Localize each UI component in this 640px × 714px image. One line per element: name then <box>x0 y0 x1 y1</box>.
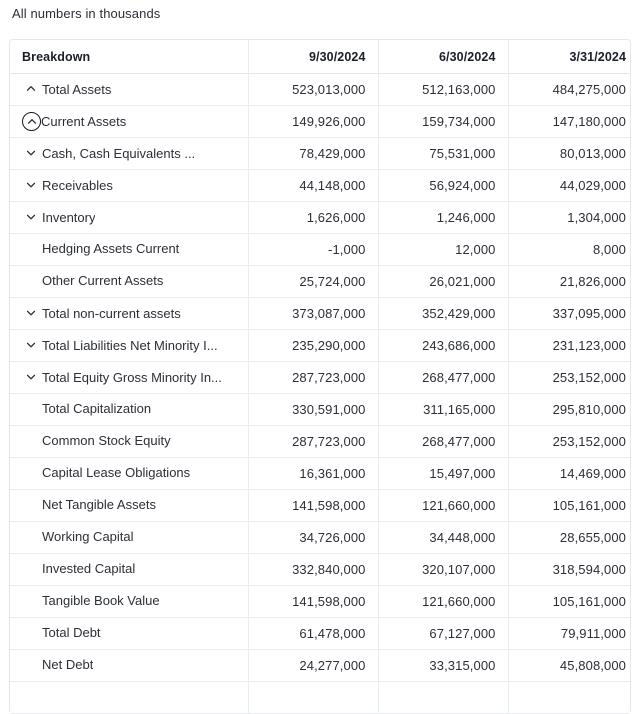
chevron-down-icon[interactable] <box>22 177 39 194</box>
row-value-cell: 235,290,000 <box>248 330 378 362</box>
row-label-inner <box>22 592 160 609</box>
table-row[interactable] <box>10 362 631 394</box>
row-label-cell[interactable] <box>10 586 248 618</box>
table-row[interactable] <box>10 202 631 234</box>
row-value-cell: 80,013,000 <box>508 138 631 170</box>
row-label-text: Total non-current assets <box>42 305 181 321</box>
table-row-partial[interactable] <box>10 682 631 714</box>
table-row[interactable] <box>10 586 631 618</box>
row-label-cell[interactable] <box>10 394 248 426</box>
row-label-cell[interactable] <box>10 170 248 202</box>
row-value-cell: 141,598,000 <box>248 490 378 522</box>
chevron-down-icon[interactable] <box>22 305 39 322</box>
table-row[interactable] <box>10 170 631 202</box>
row-label-cell[interactable] <box>10 138 248 170</box>
table-row[interactable] <box>10 106 631 138</box>
row-label-inner <box>22 337 218 354</box>
table-row[interactable] <box>10 138 631 170</box>
row-value-cell: 79,911,000 <box>508 618 631 650</box>
row-label-cell[interactable] <box>10 106 248 138</box>
row-value-cell: 21,826,000 <box>508 266 631 298</box>
table-row[interactable] <box>10 394 631 426</box>
row-label-inner <box>22 432 171 449</box>
row-label-cell[interactable] <box>10 490 248 522</box>
row-label-text: Other Current Assets <box>42 272 164 288</box>
row-label-inner <box>22 272 163 289</box>
row-value-cell: 12,000 <box>378 234 508 266</box>
table-body <box>10 74 631 714</box>
row-label-text: Capital Lease Obligations <box>42 464 191 480</box>
column-header-period-2[interactable]: 6/30/2024 <box>378 40 508 74</box>
table-row[interactable] <box>10 330 631 362</box>
row-value-cell: 105,161,000 <box>508 586 631 618</box>
row-label-cell[interactable] <box>10 330 248 362</box>
row-label-inner <box>22 145 195 162</box>
table-row[interactable] <box>10 522 631 554</box>
chevron-up-icon[interactable] <box>22 112 41 131</box>
row-value-cell: 45,808,000 <box>508 650 631 682</box>
row-value-cell: 484,275,000 <box>508 74 631 106</box>
row-label-cell[interactable] <box>10 522 248 554</box>
table-row[interactable] <box>10 234 631 266</box>
row-value-cell: 1,246,000 <box>378 202 508 234</box>
balance-sheet-table <box>10 40 631 714</box>
row-label-text: Total Capitalization <box>42 400 152 416</box>
row-value-cell: 330,591,000 <box>248 394 378 426</box>
row-label-inner <box>22 560 135 577</box>
row-value-cell: 287,723,000 <box>248 426 378 458</box>
row-label-cell[interactable] <box>10 618 248 650</box>
table-row[interactable] <box>10 618 631 650</box>
table-row[interactable] <box>10 298 631 330</box>
row-value-cell: 332,840,000 <box>248 554 378 586</box>
row-value-cell: 16,361,000 <box>248 458 378 490</box>
balance-sheet-table-container <box>9 39 631 714</box>
row-label-inner <box>22 240 179 257</box>
row-label-text: Receivables <box>42 177 113 193</box>
row-value-cell: 268,477,000 <box>378 426 508 458</box>
row-value-cell: 15,497,000 <box>378 458 508 490</box>
row-label-inner <box>22 209 95 226</box>
row-label-cell[interactable] <box>10 650 248 682</box>
table-header-row <box>10 40 631 74</box>
row-value-cell: 243,686,000 <box>378 330 508 362</box>
row-value-cell: 159,734,000 <box>378 106 508 138</box>
table-row[interactable] <box>10 74 631 106</box>
row-label-cell[interactable] <box>10 298 248 330</box>
row-label-inner <box>22 400 151 417</box>
row-value-cell: 141,598,000 <box>248 586 378 618</box>
row-value-cell: 253,152,000 <box>508 426 631 458</box>
row-label-inner <box>22 369 222 386</box>
row-value-cell: 147,180,000 <box>508 106 631 138</box>
row-value-cell: 34,726,000 <box>248 522 378 554</box>
table-row[interactable] <box>10 650 631 682</box>
row-label-cell <box>10 682 248 714</box>
row-label-cell[interactable] <box>10 74 248 106</box>
row-value-cell: 25,724,000 <box>248 266 378 298</box>
row-label-inner <box>22 624 101 641</box>
column-header-period-3[interactable]: 3/31/2024 <box>508 40 631 74</box>
row-value-cell <box>378 682 508 714</box>
row-value-cell: 512,163,000 <box>378 74 508 106</box>
row-value-cell: 121,660,000 <box>378 490 508 522</box>
row-value-cell <box>508 682 631 714</box>
table-row[interactable] <box>10 490 631 522</box>
row-value-cell: 44,029,000 <box>508 170 631 202</box>
row-value-cell: 523,013,000 <box>248 74 378 106</box>
row-label-inner <box>22 656 93 673</box>
row-label-text: Total Liabilities Net Minority I... <box>42 337 218 353</box>
row-value-cell: 268,477,000 <box>378 362 508 394</box>
row-value-cell: 44,148,000 <box>248 170 378 202</box>
chevron-up-icon[interactable] <box>22 81 39 98</box>
row-label-text: Cash, Cash Equivalents ... <box>42 145 196 161</box>
row-value-cell: 149,926,000 <box>248 106 378 138</box>
row-value-cell: 373,087,000 <box>248 298 378 330</box>
row-value-cell: 34,448,000 <box>378 522 508 554</box>
row-label-text: Working Capital <box>42 528 134 544</box>
row-label-cell[interactable] <box>10 202 248 234</box>
row-value-cell: 352,429,000 <box>378 298 508 330</box>
chevron-down-icon[interactable] <box>22 209 39 226</box>
row-value-cell: 121,660,000 <box>378 586 508 618</box>
row-value-cell: 14,469,000 <box>508 458 631 490</box>
row-value-cell: 318,594,000 <box>508 554 631 586</box>
row-value-cell: 231,123,000 <box>508 330 631 362</box>
row-value-cell <box>248 682 378 714</box>
chevron-down-icon[interactable] <box>22 369 39 386</box>
row-label-cell[interactable] <box>10 554 248 586</box>
row-label-inner <box>22 496 156 513</box>
row-label-text: Tangible Book Value <box>42 592 160 608</box>
row-value-cell: 320,107,000 <box>378 554 508 586</box>
row-label-cell[interactable] <box>10 266 248 298</box>
row-value-cell: 337,095,000 <box>508 298 631 330</box>
row-label-inner <box>22 81 111 98</box>
row-label-text: Net Tangible Assets <box>42 496 156 512</box>
row-value-cell: 1,304,000 <box>508 202 631 234</box>
row-label-text: Total Equity Gross Minority In... <box>42 369 222 385</box>
row-value-cell: 287,723,000 <box>248 362 378 394</box>
row-value-cell: 28,655,000 <box>508 522 631 554</box>
row-value-cell: 61,478,000 <box>248 618 378 650</box>
table-row[interactable] <box>10 458 631 490</box>
units-caption: All numbers in thousands <box>12 6 161 21</box>
row-value-cell: 75,531,000 <box>378 138 508 170</box>
row-label-text: Hedging Assets Current <box>42 240 180 256</box>
row-label-inner <box>22 177 113 194</box>
row-value-cell: 8,000 <box>508 234 631 266</box>
row-value-cell: 1,626,000 <box>248 202 378 234</box>
row-label-inner <box>22 305 181 322</box>
table-row[interactable] <box>10 426 631 458</box>
row-value-cell: 33,315,000 <box>378 650 508 682</box>
column-header-period-1[interactable]: 9/30/2024 <box>248 40 378 74</box>
row-value-cell: 67,127,000 <box>378 618 508 650</box>
row-label-text: Invested Capital <box>42 560 136 576</box>
row-label-text: Current Assets <box>41 114 127 129</box>
table-row[interactable] <box>10 554 631 586</box>
row-label-text: Total Debt <box>42 624 101 640</box>
row-value-cell: 24,277,000 <box>248 650 378 682</box>
row-label-inner <box>22 464 190 481</box>
table-row[interactable] <box>10 266 631 298</box>
row-value-cell: 311,165,000 <box>378 394 508 426</box>
row-label-text: Total Assets <box>42 81 112 97</box>
row-value-cell: 26,021,000 <box>378 266 508 298</box>
chevron-down-icon[interactable] <box>22 145 39 162</box>
row-value-cell: 295,810,000 <box>508 394 631 426</box>
row-label-text: Net Debt <box>42 656 94 672</box>
row-value-cell: 253,152,000 <box>508 362 631 394</box>
row-label-cell[interactable] <box>10 362 248 394</box>
chevron-down-icon[interactable] <box>22 337 39 354</box>
row-value-cell: -1,000 <box>248 234 378 266</box>
column-header-breakdown[interactable]: Breakdown <box>10 40 248 74</box>
row-label-text: Inventory <box>42 209 96 225</box>
row-label-inner <box>22 112 126 131</box>
row-value-cell: 105,161,000 <box>508 490 631 522</box>
row-label-cell[interactable] <box>10 234 248 266</box>
row-label-cell[interactable] <box>10 458 248 490</box>
row-label-cell[interactable] <box>10 426 248 458</box>
row-value-cell: 56,924,000 <box>378 170 508 202</box>
row-label-inner <box>22 528 134 545</box>
table-header <box>10 40 631 74</box>
row-value-cell: 78,429,000 <box>248 138 378 170</box>
row-label-text: Common Stock Equity <box>42 432 171 448</box>
